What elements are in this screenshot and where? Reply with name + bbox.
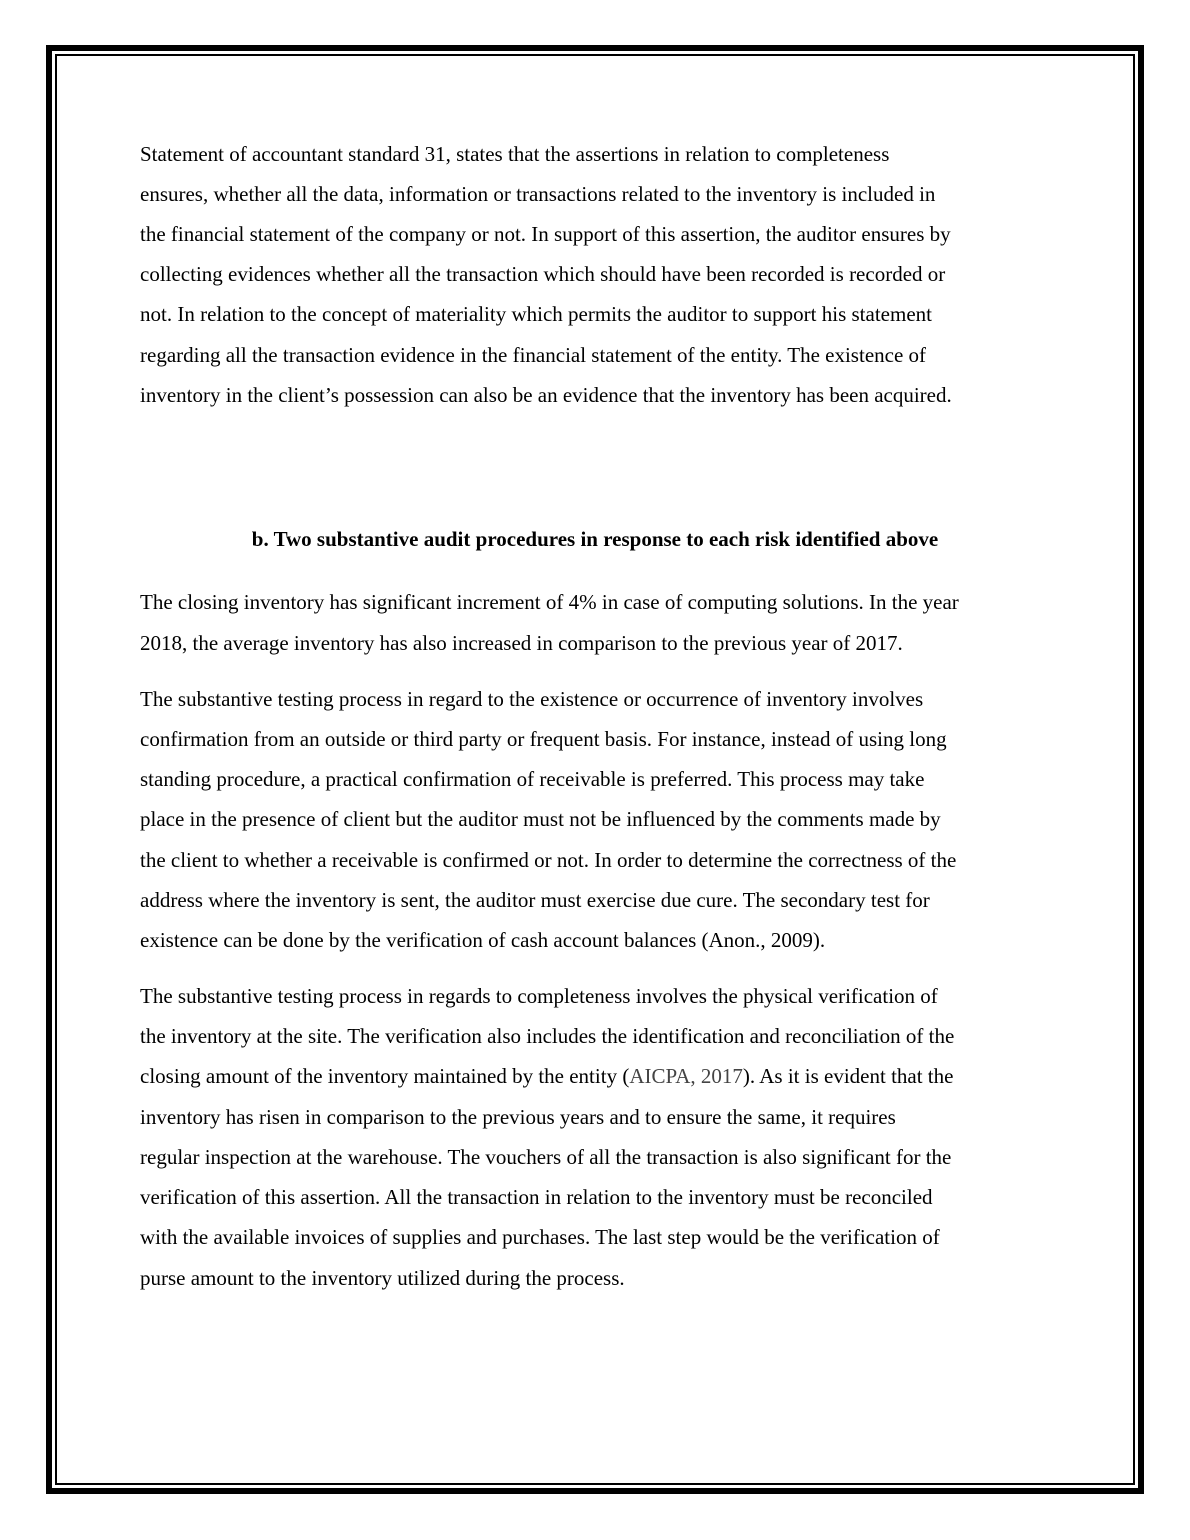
- text-line: ensures, whether all the data, information or transactions related to the inventory is included in: [140, 182, 936, 206]
- text-line: The substantive testing process in regard to the existence or occurrence of inventory involves: [140, 687, 924, 711]
- text-line: standing procedure, a practical confirmation of receivable is preferred. This process may take: [140, 767, 925, 791]
- citation: AICPA, 2017: [629, 1064, 743, 1088]
- text-line: place in the presence of client but the auditor must not be influenced by the comments made by: [140, 807, 941, 831]
- text-line: confirmation from an outside or third party or frequent basis. For instance, instead of using long: [140, 727, 947, 751]
- text-fragment: closing amount of the inventory maintained by the entity (: [140, 1064, 630, 1088]
- text-line: not. In relation to the concept of materiality which permits the auditor to support his statement: [140, 302, 932, 326]
- text-line: verification of this assertion. All the transaction in relation to the inventory must be reconciled: [140, 1185, 933, 1209]
- text-line: The closing inventory has significant increment of 4% in case of computing solutions. In the year: [140, 590, 959, 614]
- text-line: collecting evidences whether all the transaction which should have been recorded is recorded or: [140, 262, 946, 286]
- text-line: regular inspection at the warehouse. The vouchers of all the transaction is also significant for the: [140, 1145, 952, 1169]
- section-heading: b. Two substantive audit procedures in response to each risk identified above: [251, 527, 939, 551]
- text-line: inventory has risen in comparison to the previous years and to ensure the same, it requires: [140, 1105, 896, 1129]
- text-line: 2018, the average inventory has also increased in comparison to the previous year of 2017.: [140, 631, 903, 655]
- text-line: [140, 1064, 953, 1088]
- text-line: purse amount to the inventory utilized during the process.: [140, 1266, 625, 1290]
- text-line: inventory in the client’s possession can also be an evidence that the inventory has been acquired.: [140, 383, 952, 407]
- text-line: regarding all the transaction evidence in the financial statement of the entity. The existence of: [140, 343, 927, 367]
- text-line: the inventory at the site. The verification also includes the identification and reconciliation of the: [140, 1024, 955, 1048]
- text-line: Statement of accountant standard 31, states that the assertions in relation to completeness: [140, 142, 890, 166]
- text-fragment: ). As it is evident that the: [742, 1064, 954, 1088]
- text-line: with the available invoices of supplies and purchases. The last step would be the verification of: [140, 1225, 940, 1249]
- text-line: The substantive testing process in regards to completeness involves the physical verification of: [140, 984, 938, 1008]
- text-line: the financial statement of the company or not. In support of this assertion, the auditor ensures by: [140, 222, 951, 246]
- text-line: the client to whether a receivable is confirmed or not. In order to determine the correctness of the: [140, 848, 957, 872]
- text-line: address where the inventory is sent, the auditor must exercise due cure. The secondary test for: [140, 888, 930, 912]
- text-line: existence can be done by the verification of cash account balances (Anon., 2009).: [140, 928, 826, 952]
